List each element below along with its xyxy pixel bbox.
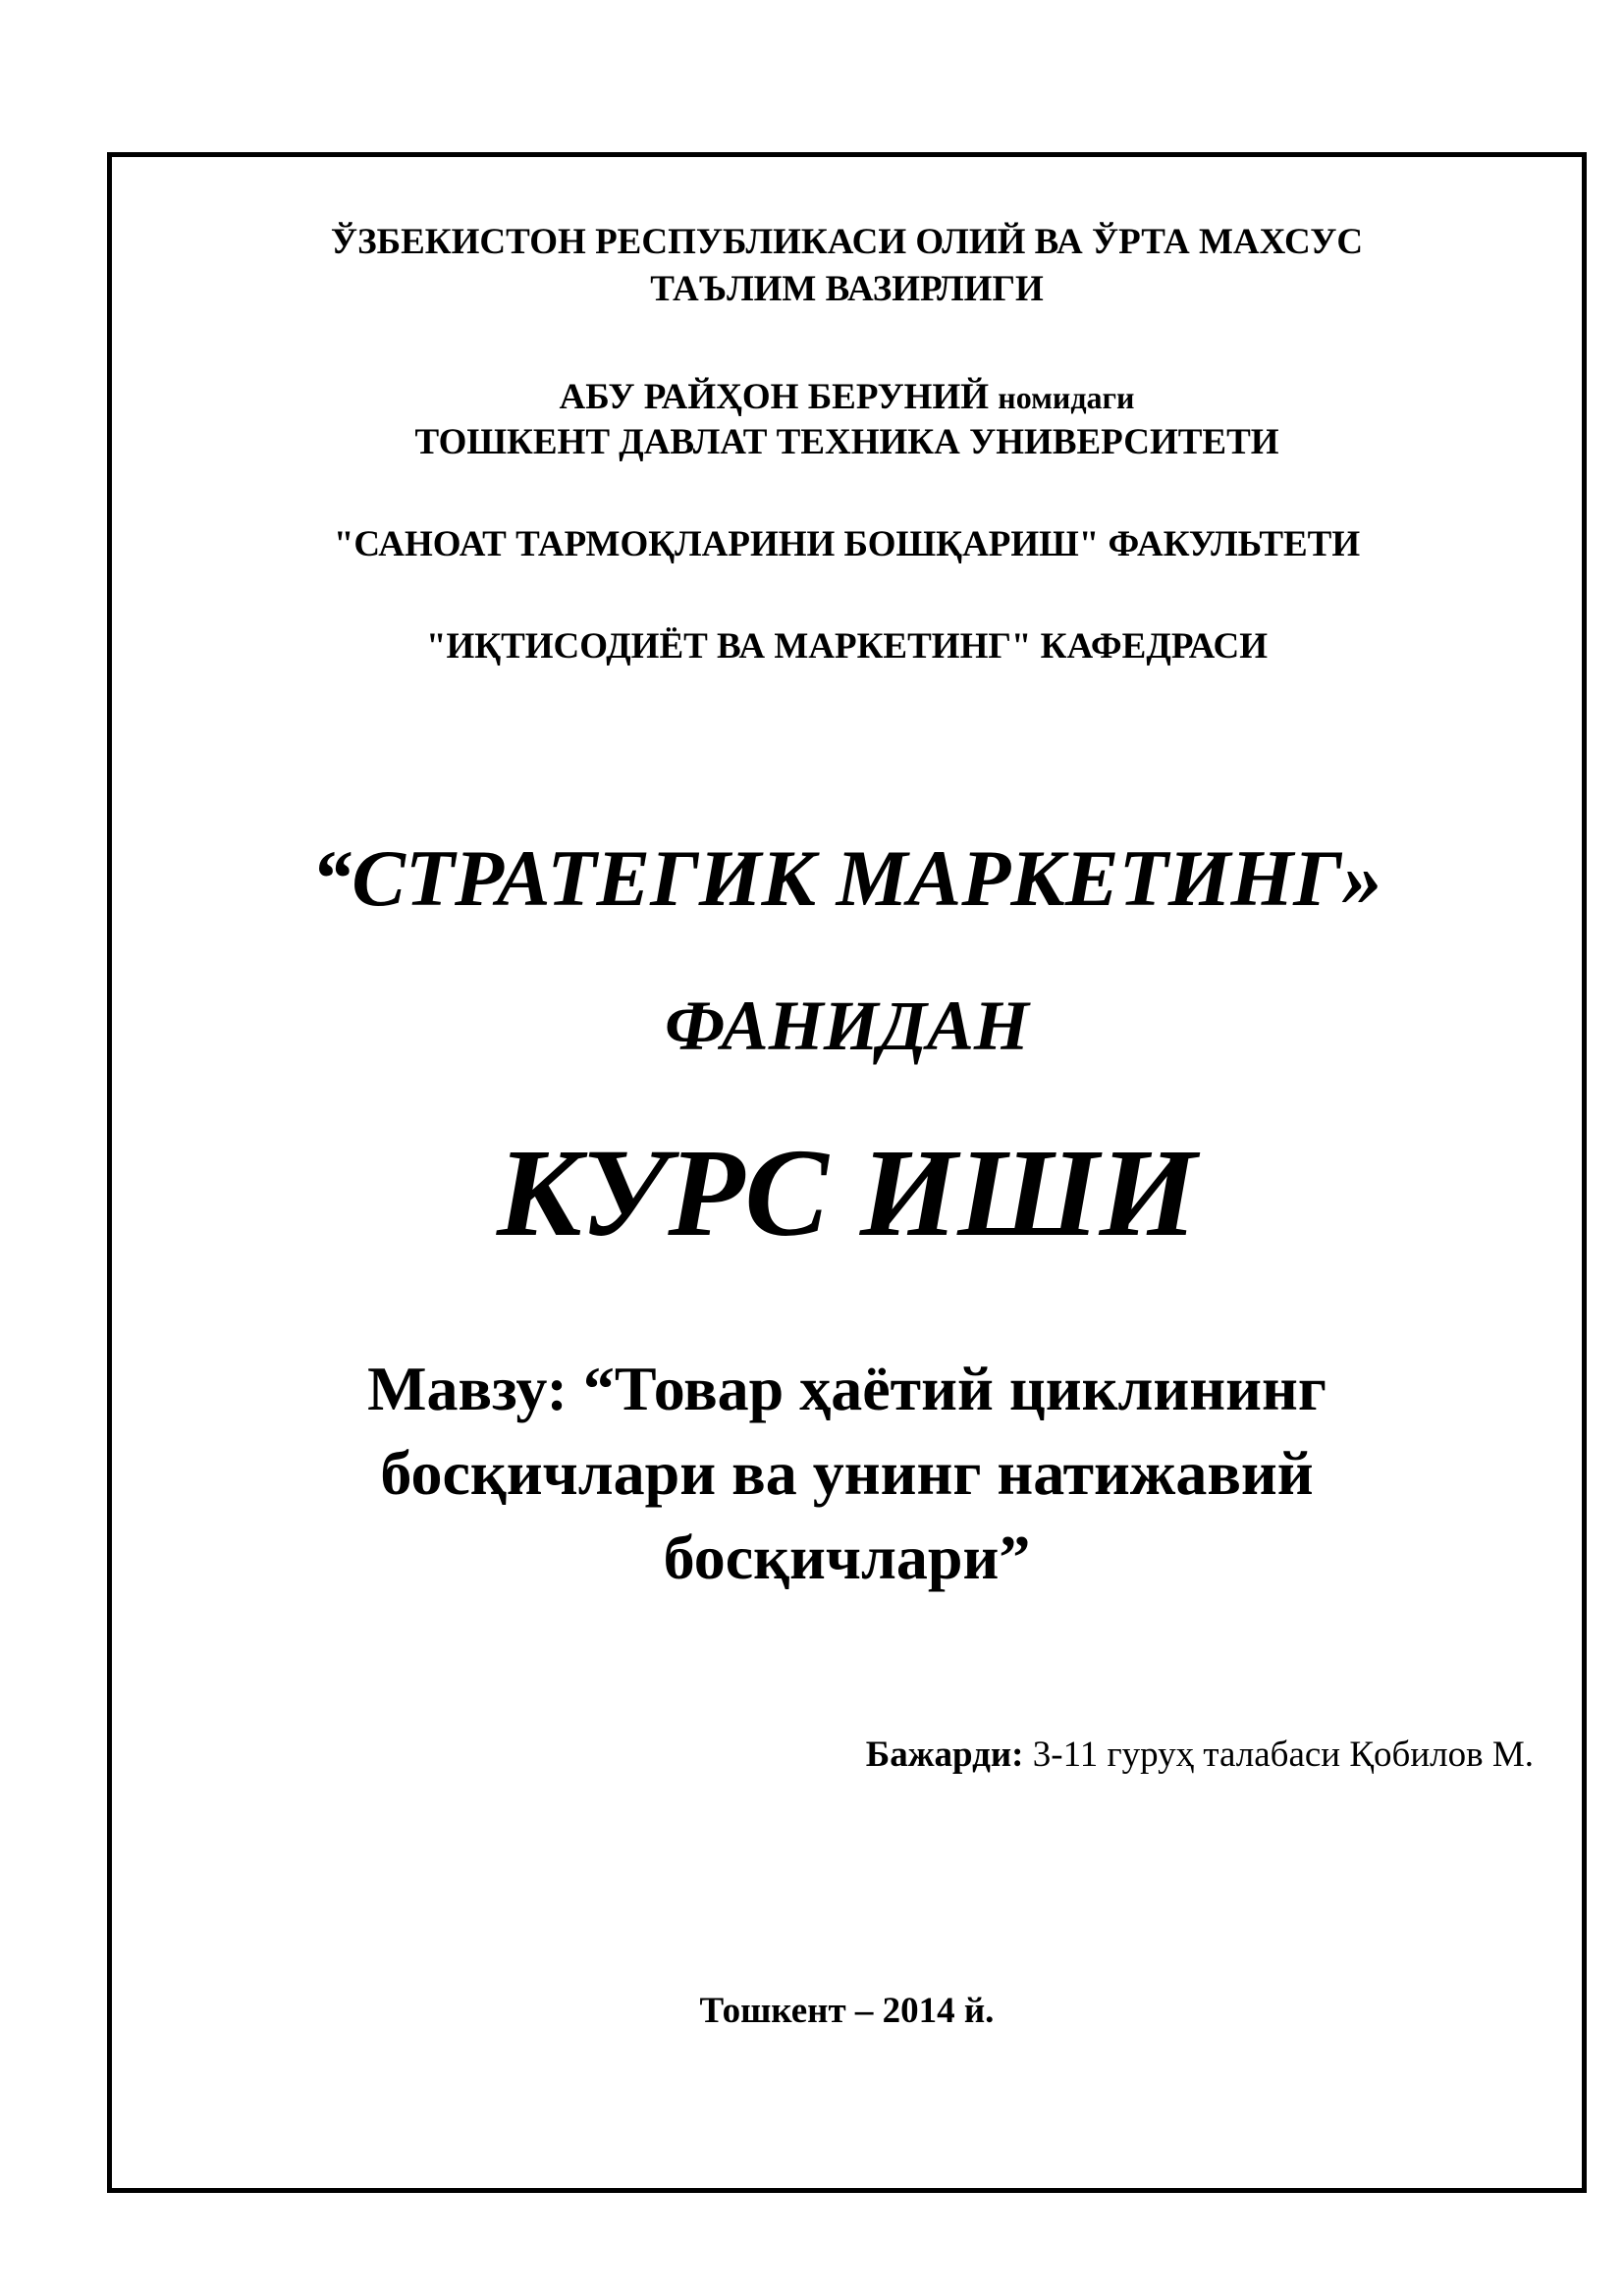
topic-line-1: Мавзу: “Товар ҳаётий циклининг [367, 1354, 1326, 1423]
city-year: Тошкент – 2014 й. [699, 1991, 995, 2031]
author-value: 3-11 гуруҳ талабаси Қобилов М. [1023, 1735, 1534, 1775]
university-name: АБУ РАЙҲОН БЕРУНИЙ [559, 377, 999, 417]
ministry-line-1: ЎЗБЕКИСТОН РЕСПУБЛИКАСИ ОЛИЙ ВА ЎРТА МАХСУС [330, 222, 1364, 262]
ministry-line-2: ТАЪЛИМ ВАЗИРЛИГИ [650, 269, 1044, 309]
subject-suffix: ФАНИДАН [665, 987, 1029, 1065]
university-line-2: ТОШКЕНТ ДАВЛАТ ТЕХНИКА УНИВЕРСИТЕТИ [414, 422, 1279, 462]
faculty-name: "САНОАТ ТАРМОҚЛАРИНИ БОШҚАРИШ" ФАКУЛЬТЕТИ [333, 524, 1361, 564]
author-label: Бажарди: [865, 1735, 1024, 1775]
topic-line-3: босқичлари” [663, 1522, 1031, 1592]
topic-line-2: босқичлари ва унинг натижавий [380, 1438, 1314, 1508]
university-line-1 [107, 375, 1587, 420]
work-type-title: КУРС ИШИ [497, 1123, 1197, 1262]
author-line [866, 1733, 1534, 1778]
subject-title: “СТРАТЕГИК МАРКЕТИНГ» [311, 833, 1382, 923]
department-name: "ИҚТИСОДИЁТ ВА МАРКЕТИНГ" КАФЕДРАСИ [425, 626, 1269, 667]
university-named-after: номидаги [998, 380, 1135, 415]
